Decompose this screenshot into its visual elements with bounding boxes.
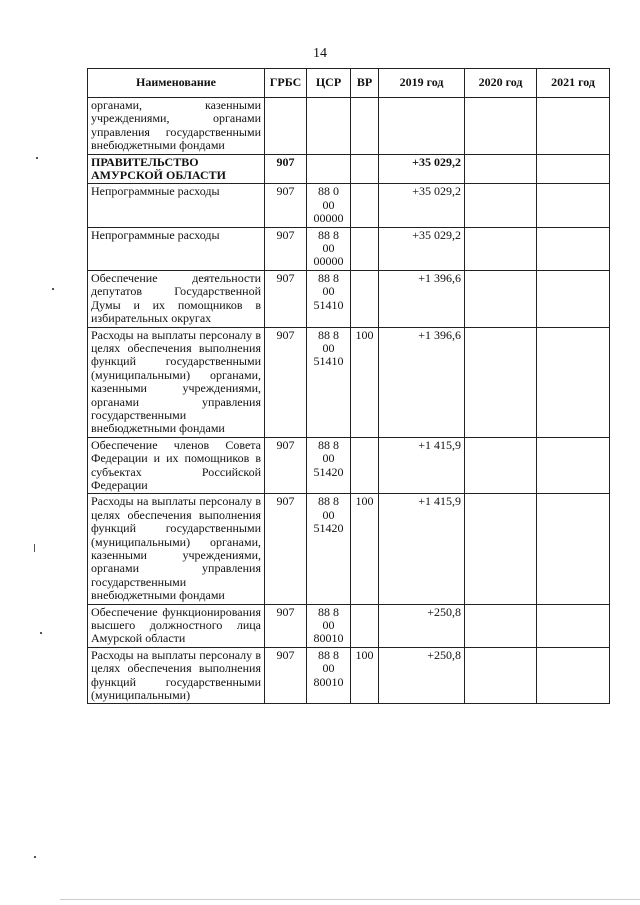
cell-2020 xyxy=(465,327,537,437)
cell-csr xyxy=(307,647,351,704)
cell-2021 xyxy=(537,647,610,704)
cell-csr xyxy=(307,184,351,227)
cell-2021 xyxy=(537,154,610,184)
scan-mark xyxy=(34,544,35,552)
scan-edge xyxy=(60,899,640,900)
csr-code-part: 88 0 xyxy=(318,184,339,199)
cell-2019: +1 396,6 xyxy=(379,270,465,327)
header-2020: 2020 год xyxy=(465,69,537,98)
header-2021: 2021 год xyxy=(537,69,610,98)
csr-code-part: 51420 xyxy=(313,521,344,536)
cell-2020 xyxy=(465,647,537,704)
table-row xyxy=(88,270,610,327)
csr-code-part: 51420 xyxy=(313,464,344,479)
cell-csr xyxy=(307,270,351,327)
cell-2021 xyxy=(537,494,610,604)
table-row xyxy=(88,604,610,647)
csr-code-part: 00 xyxy=(322,661,335,676)
header-vr: ВР xyxy=(351,69,379,98)
header-name: Наименование xyxy=(88,69,265,98)
csr-code-part: 00000 xyxy=(313,254,344,269)
budget-table xyxy=(87,68,610,704)
csr-code-part: 88 8 xyxy=(318,437,339,452)
csr-code-part: 80010 xyxy=(313,674,344,689)
csr-code-part: 00 xyxy=(322,340,335,355)
cell-2021 xyxy=(537,98,610,155)
cell-grbs: 907 xyxy=(265,604,307,647)
cell-2020 xyxy=(465,154,537,184)
table-row xyxy=(88,327,610,437)
cell-grbs xyxy=(265,98,307,155)
cell-2019: +35 029,2 xyxy=(379,184,465,227)
cell-name: Расходы на выплаты персоналу в целях обеспечения выполнения функций государственными (муниципальными) xyxy=(88,647,265,704)
cell-vr xyxy=(351,154,379,184)
cell-csr xyxy=(307,604,351,647)
cell-2021 xyxy=(537,604,610,647)
cell-vr: 100 xyxy=(351,494,379,604)
csr-code-part: 88 8 xyxy=(318,647,339,662)
cell-2021 xyxy=(537,184,610,227)
cell-vr xyxy=(351,98,379,155)
cell-grbs: 907 xyxy=(265,184,307,227)
csr-code-part: 00 xyxy=(322,618,335,633)
cell-2019: +35 029,2 xyxy=(379,227,465,270)
csr-code-part: 00 xyxy=(322,284,335,299)
cell-vr xyxy=(351,437,379,494)
table-row xyxy=(88,98,610,155)
cell-name: Непрограммные расходы xyxy=(88,184,265,227)
csr-code-part: 51410 xyxy=(313,297,344,312)
cell-csr xyxy=(307,98,351,155)
table-row xyxy=(88,437,610,494)
csr-code-part: 00000 xyxy=(313,211,344,226)
scan-mark xyxy=(36,157,38,159)
cell-name: Непрограммные расходы xyxy=(88,227,265,270)
cell-name: органами, казенными учреждениями, органами управления государственными внебюджетными фондами xyxy=(88,98,265,155)
header-csr: ЦСР xyxy=(307,69,351,98)
cell-2020 xyxy=(465,184,537,227)
cell-grbs: 907 xyxy=(265,270,307,327)
header-grbs: ГРБС xyxy=(265,69,307,98)
table-row xyxy=(88,494,610,604)
cell-csr xyxy=(307,154,351,184)
cell-2021 xyxy=(537,437,610,494)
cell-vr: 100 xyxy=(351,327,379,437)
table-row xyxy=(88,227,610,270)
cell-csr xyxy=(307,494,351,604)
cell-2020 xyxy=(465,98,537,155)
scan-mark xyxy=(40,632,42,634)
table-header-row xyxy=(88,69,610,98)
cell-2021 xyxy=(537,327,610,437)
csr-code-part: 88 8 xyxy=(318,227,339,242)
cell-name: Обеспечение функционирования высшего должностного лица Амурской области xyxy=(88,604,265,647)
table-row xyxy=(88,184,610,227)
cell-2020 xyxy=(465,270,537,327)
cell-grbs: 907 xyxy=(265,154,307,184)
cell-2020 xyxy=(465,604,537,647)
csr-code-part: 00 xyxy=(322,451,335,466)
cell-2019: +1 415,9 xyxy=(379,494,465,604)
csr-code-part: 88 8 xyxy=(318,270,339,285)
cell-2020 xyxy=(465,437,537,494)
cell-vr xyxy=(351,270,379,327)
cell-grbs: 907 xyxy=(265,647,307,704)
csr-code-part: 51410 xyxy=(313,354,344,369)
cell-vr xyxy=(351,604,379,647)
cell-2020 xyxy=(465,227,537,270)
cell-2019: +35 029,2 xyxy=(379,154,465,184)
header-2019: 2019 год xyxy=(379,69,465,98)
page-number: 14 xyxy=(313,46,327,61)
cell-2019: +250,8 xyxy=(379,604,465,647)
cell-2019: +1 396,6 xyxy=(379,327,465,437)
csr-code-part: 00 xyxy=(322,197,335,212)
cell-2021 xyxy=(537,270,610,327)
table-body xyxy=(88,98,610,704)
cell-2020 xyxy=(465,494,537,604)
cell-grbs: 907 xyxy=(265,437,307,494)
csr-code-part: 00 xyxy=(322,241,335,256)
cell-vr xyxy=(351,227,379,270)
cell-grbs: 907 xyxy=(265,327,307,437)
cell-2019: +250,8 xyxy=(379,647,465,704)
csr-code-part: 00 xyxy=(322,507,335,522)
cell-vr xyxy=(351,184,379,227)
cell-name: Обеспечение деятельности депутатов Государственной Думы и их помощников в избирательных округах xyxy=(88,270,265,327)
cell-grbs: 907 xyxy=(265,227,307,270)
cell-name: Обеспечение членов Совета Федерации и их помощников в субъектах Российской Федерации xyxy=(88,437,265,494)
cell-name: Расходы на выплаты персоналу в целях обеспечения выполнения функций государственными (муниципальными) органами, казенными учреждениями, органами управления государственными внебюджетными фондами xyxy=(88,494,265,604)
cell-name: Расходы на выплаты персоналу в целях обеспечения выполнения функций государственными (муниципальными) органами, казенными учреждениями, органами управления государственными внебюджетными фондами xyxy=(88,327,265,437)
csr-code-part: 88 8 xyxy=(318,327,339,342)
cell-csr xyxy=(307,437,351,494)
table-row xyxy=(88,647,610,704)
cell-vr: 100 xyxy=(351,647,379,704)
cell-grbs: 907 xyxy=(265,494,307,604)
csr-code-part: 88 8 xyxy=(318,604,339,619)
cell-2019: +1 415,9 xyxy=(379,437,465,494)
scan-mark xyxy=(34,856,36,858)
cell-csr xyxy=(307,227,351,270)
cell-csr xyxy=(307,327,351,437)
cell-2021 xyxy=(537,227,610,270)
cell-name: ПРАВИТЕЛЬСТВО АМУРСКОЙ ОБЛАСТИ xyxy=(88,154,265,184)
table-row xyxy=(88,154,610,184)
scan-mark xyxy=(52,288,54,290)
cell-2019 xyxy=(379,98,465,155)
csr-code-part: 88 8 xyxy=(318,494,339,509)
csr-code-part: 80010 xyxy=(313,631,344,646)
